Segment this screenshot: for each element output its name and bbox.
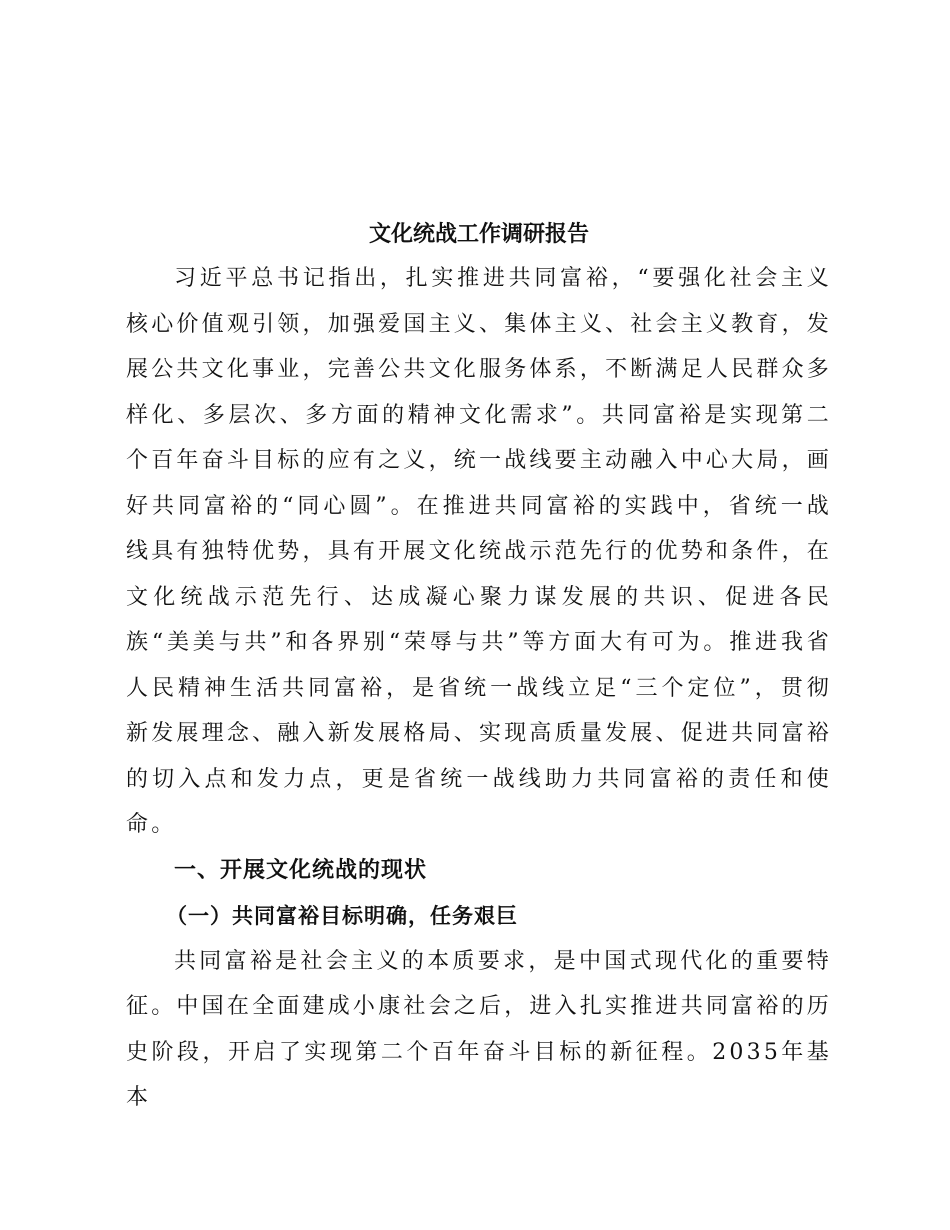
body-paragraph: 共同富裕是社会主义的本质要求，是中国式现代化的重要特征。中国在全面建成小康社会之后，进入扎实推进共同富裕的历史阶段，开启了实现第二个百年奋斗目标的新征程。2035年基本 — [126, 948, 832, 1110]
section-heading: 一、开展文化统战的现状 — [174, 857, 428, 883]
document-body — [126, 212, 832, 1121]
subsection-heading: （一）共同富裕目标明确，任务艰巨 — [166, 903, 518, 928]
intro-paragraph: 习近平总书记指出，扎实推进共同富裕，“要强化社会主义核心价值观引领，加强爱国主义、集体主义、社会主义教育，发展公共文化事业，完善公共文化服务体系，不断满足人民群众多样化、多层次、多方面的精神文化需求”。共同富裕是实现第二个百年奋斗目标的应有之义，统一战线要主动融入中心大局，画好共同富裕的“同心圆”。在推进共同富裕的实践中，省统一战线具有独特优势，具有开展文化统战示范先行的优势和条件，在文化统战示范先行、达成凝心聚力谋发展的共识、促进各民族“美美与共”和各界别“荣辱与共”等方面大有可为。推进我省人民精神生活共同富裕，是省统一战线立足“三个定位”，贯彻新发展理念、融入新发展格局、实现高质量发展、促进共同富裕的切入点和发力点，更是省统一战线助力共同富裕的责任和使命。 — [126, 266, 832, 837]
document-title: 文化统战工作调研报告 — [368, 221, 589, 247]
